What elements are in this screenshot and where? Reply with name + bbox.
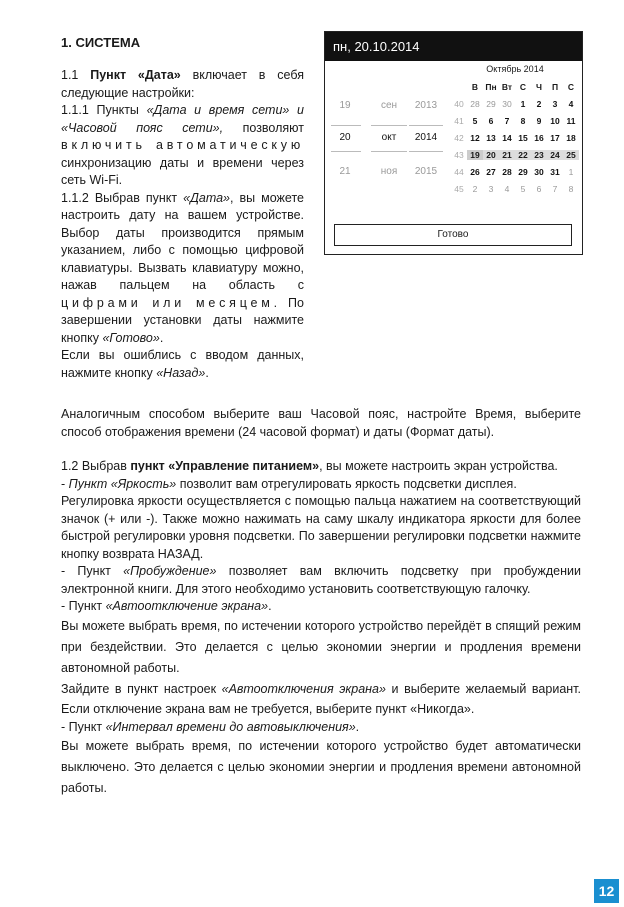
calendar-day[interactable]: 3	[488, 183, 494, 194]
text: 1.1	[61, 68, 91, 82]
text: .	[159, 330, 164, 345]
paragraph-power-intro	[61, 458, 581, 476]
power-section-text	[61, 458, 581, 799]
picker-divider	[331, 125, 361, 126]
text: , вы можете настроить дату на вашем устройстве. Выбор даты производится прямым указанием, либо с помощью цифровой клавиатуры. Вызвать клавиатуру можно, нажав пальцем на область с	[61, 190, 304, 292]
weekday: С	[567, 81, 575, 92]
section-title: 1. СИСТЕМА	[61, 35, 141, 50]
text: - Пункт	[61, 564, 124, 578]
text: позволит вам отрегулировать яркость подсветки дисплея.	[176, 476, 517, 491]
paragraph-network-time	[61, 102, 304, 190]
paragraph-shutdown-interval	[61, 719, 581, 737]
calendar-day[interactable]: 6	[536, 183, 542, 194]
picker-day-next[interactable]: 21	[339, 166, 351, 177]
calendar-day-selected[interactable]: 20	[483, 150, 499, 160]
picker-divider	[409, 151, 443, 152]
week-number: 42	[454, 132, 464, 143]
text: Зайдите в пункт настроек	[61, 681, 222, 696]
picker-divider	[371, 125, 407, 126]
calendar-day[interactable]: 1	[568, 166, 574, 177]
paragraph-date-intro	[61, 67, 304, 102]
text: .	[205, 365, 209, 380]
text-italic: Пункт «Яркость»	[68, 476, 177, 491]
date-section-text	[61, 67, 304, 382]
calendar-day[interactable]: 26	[470, 166, 480, 177]
week-number: 44	[454, 166, 464, 177]
calendar-day[interactable]: 8	[520, 115, 526, 126]
paragraph-brightness-detail: Регулировка яркости осуществляется с помощью пальца нажатием на соответствующий значок (+ или -). Также можно нажимать на саму шкалу индикатора яркости для более быстрой регулировки уровня подсветки. По завершении регулировки подсветки нажмите кнопку возврата НАЗАД.	[61, 494, 581, 561]
calendar-day[interactable]: 5	[472, 115, 478, 126]
picker-year-prev[interactable]: 2013	[414, 100, 438, 111]
paragraph-auto-off-settings	[61, 679, 581, 719]
calendar-day[interactable]: 31	[550, 166, 560, 177]
text-bold: пункт «Управление питанием»	[130, 459, 320, 473]
calendar-week-row	[451, 180, 579, 197]
week-number: 41	[454, 115, 464, 126]
picker-month-selected[interactable]: окт	[381, 132, 397, 143]
picker-divider	[331, 151, 361, 152]
paragraph-auto-off-detail: Вы можете выбрать время, по истечении которого устройство перейдёт в спящий режим при бездействии. Это делается с целью экономии энергии и продления времени автономной работы.	[61, 618, 581, 675]
text-italic: «Назад»	[156, 365, 206, 380]
paragraph-date-set	[61, 190, 304, 348]
date-header: пн, 20.10.2014	[325, 32, 582, 61]
calendar-day[interactable]: 6	[488, 115, 494, 126]
text-italic: «Дата»	[183, 190, 231, 205]
calendar-day[interactable]: 2	[472, 183, 478, 194]
text-spaced: включить автоматическую	[61, 138, 304, 152]
calendar-day[interactable]: 18	[566, 132, 576, 143]
calendar-day[interactable]: 9	[536, 115, 542, 126]
calendar-weekday-row	[451, 78, 579, 95]
paragraph-timezone: Аналогичным способом выберите ваш Часовой пояс, настройте Время, выберите способ отображения времени (24 часовой формат) и даты (Формат даты).	[61, 407, 581, 439]
calendar-day[interactable]: 21	[499, 150, 515, 160]
calendar-day[interactable]: 30	[502, 98, 512, 109]
text: .	[268, 599, 272, 613]
calendar-day[interactable]: 11	[566, 115, 576, 126]
text: По завершении установки даты нажмите кнопку	[61, 295, 304, 345]
text: 1.1.2 Выбрав пункт	[61, 190, 184, 205]
calendar-week-row	[451, 95, 579, 112]
calendar-title: Октябрь 2014	[486, 64, 544, 74]
date-picker-screenshot	[324, 31, 583, 255]
calendar-day[interactable]: 22	[515, 150, 531, 160]
picker-year-selected[interactable]: 2014	[414, 132, 438, 143]
text: - Пункт	[61, 719, 106, 734]
calendar-day[interactable]: 25	[563, 150, 579, 160]
calendar-week-row	[451, 112, 579, 129]
picker-divider	[371, 151, 407, 152]
picker-divider	[409, 125, 443, 126]
picker-day-prev[interactable]: 19	[339, 100, 351, 111]
calendar-day[interactable]: 24	[547, 150, 563, 160]
text: позволяют	[223, 120, 304, 135]
text-italic: «Автоотключения экрана»	[221, 681, 386, 696]
text: позволяет вам включить подсветку при пробуждении электронной книги. Для этого необходимо установить соответствующую галочку.	[61, 564, 581, 596]
paragraph-wakeup	[61, 563, 581, 598]
calendar-day[interactable]: 14	[502, 132, 512, 143]
weekday: Ч	[536, 81, 542, 92]
calendar-day[interactable]: 13	[486, 132, 496, 143]
calendar-day[interactable]: 19	[467, 150, 483, 160]
calendar-week-row-selected	[451, 146, 579, 163]
page-number: 12	[594, 879, 619, 903]
text: 1.2 Выбрав	[61, 459, 131, 473]
calendar-day[interactable]: 29	[486, 98, 496, 109]
text: -	[61, 476, 69, 491]
calendar	[451, 64, 579, 197]
week-number: 40	[454, 98, 464, 109]
picker-year-next[interactable]: 2015	[414, 166, 438, 177]
calendar-day[interactable]: 3	[552, 98, 558, 109]
calendar-week-row	[451, 129, 579, 146]
picker-month-next[interactable]: ноя	[380, 166, 398, 177]
calendar-day[interactable]: 30	[534, 166, 544, 177]
paragraph-brightness	[61, 476, 581, 494]
calendar-day[interactable]: 4	[568, 98, 574, 109]
text: 1.1.1 Пункты	[61, 103, 147, 117]
calendar-day[interactable]: 28	[470, 98, 480, 109]
picker-month-prev[interactable]: сен	[380, 100, 398, 111]
calendar-day[interactable]: 16	[534, 132, 544, 143]
calendar-day[interactable]: 17	[550, 132, 560, 143]
calendar-day[interactable]: 5	[520, 183, 526, 194]
picker-day-selected[interactable]: 20	[339, 132, 351, 143]
after-widget-text	[61, 406, 581, 441]
weekday: Пн	[485, 81, 497, 92]
text: - Пункт	[61, 599, 106, 613]
text-italic: «Интервал времени до автовыключения»	[105, 719, 356, 734]
calendar-day[interactable]: 28	[502, 166, 512, 177]
calendar-day[interactable]: 12	[470, 132, 480, 143]
calendar-week-row	[451, 163, 579, 180]
calendar-day[interactable]: 29	[518, 166, 528, 177]
calendar-day[interactable]: 1	[520, 98, 526, 109]
calendar-day[interactable]: 7	[552, 183, 558, 194]
text-italic: «Автоотключение экрана»	[105, 599, 269, 613]
calendar-day[interactable]: 23	[531, 150, 547, 160]
calendar-day[interactable]: 10	[550, 115, 560, 126]
calendar-day[interactable]: 15	[518, 132, 528, 143]
text: Если вы ошиблись с вводом данных, нажмите кнопку	[61, 348, 304, 380]
text-italic: «Пробуждение»	[123, 564, 217, 578]
text: включает в себя следующие настройки:	[61, 68, 304, 100]
calendar-day[interactable]: 27	[486, 166, 496, 177]
week-number: 45	[454, 183, 464, 194]
text: , вы можете настроить экран устройства.	[319, 459, 558, 473]
text-spaced: цифрами или месяцем.	[61, 295, 281, 310]
calendar-day[interactable]: 7	[504, 115, 510, 126]
text-bold: Пункт «Дата»	[90, 68, 181, 82]
calendar-day[interactable]: 4	[504, 183, 510, 194]
weekday: Вт	[501, 81, 513, 92]
text: синхронизацию даты и времени через сеть Wi-Fi.	[61, 155, 304, 187]
calendar-day[interactable]: 8	[568, 183, 574, 194]
paragraph-auto-off	[61, 598, 581, 616]
weekday: В	[471, 81, 479, 92]
weekday: П	[551, 81, 559, 92]
weekday: С	[519, 81, 527, 92]
text-italic: «Готово»	[102, 330, 160, 345]
week-number: 43	[454, 149, 464, 160]
text: .	[355, 719, 360, 734]
calendar-day[interactable]: 2	[536, 98, 542, 109]
text: и выберите желаемый вариант. Если отключение экрана вам не требуется, выберите пункт «Никогда».	[61, 681, 581, 716]
paragraph-shutdown-detail: Вы можете выбрать время, по истечении которого устройство будет автоматически выключено. Это делается с целью экономии энергии и продления времени автономной работы.	[61, 739, 581, 795]
paragraph-back	[61, 347, 304, 382]
text-italic: «Дата и время сети» и «Часовой пояс сети»,	[61, 103, 304, 135]
done-button[interactable]: Готово	[334, 224, 572, 246]
